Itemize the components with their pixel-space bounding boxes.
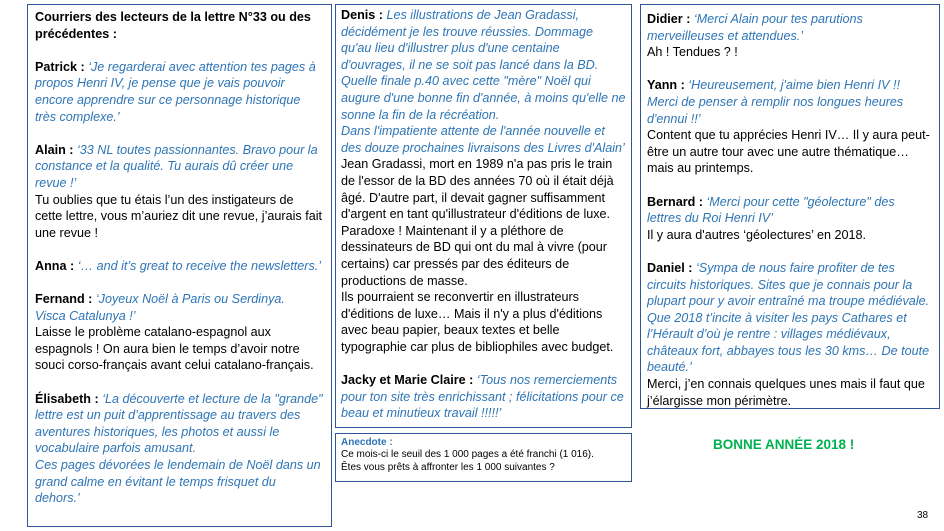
author-reply: Laisse le problème catalano-espagnol aux espagnols ! On aura bien le temps d’avoir notre souci corso-français avant celui catalano-français. (35, 325, 314, 373)
author-reply: Tu oublies que tu étais l’un des instigateurs de cette lettre, vous m’auriez dit une revue, j’aurais fait une revue ! (35, 192, 322, 240)
author-name: Denis : (341, 8, 383, 22)
anecdote-line: Ce mois-ci le seuil des 1 000 pages a été franchi (1 016). (341, 449, 594, 460)
author-name: Bernard : (647, 194, 703, 209)
letter-fernand (35, 291, 324, 308)
reader-quote: Visca Catalunya !’ (35, 308, 136, 323)
author-reply: Content que tu apprécies Henri IV… Il y aura peut-être un autre tour avec une autre thématique… mais au printemps. (647, 128, 930, 176)
author-reply: Il y aura d'autres ‘géolectures’ en 2018. (647, 227, 866, 242)
author-name: Jacky et Marie Claire : (341, 373, 474, 388)
reader-quote: ‘Tous nos remerciements pour ton site très enrichissant ; félicitations pour ce beau et minutieux travail !!!!!’ (341, 373, 624, 421)
reader-quote: ‘Merci Alain pour tes parutions merveilleuses et attendues.’ (647, 12, 863, 43)
author-name: Élisabeth : (35, 391, 99, 406)
letters-column-2 (335, 4, 632, 428)
letter-bernard (647, 194, 932, 227)
author-name: Yann : (647, 78, 685, 93)
new-year-greeting: BONNE ANNÉE 2018 ! (713, 437, 855, 452)
reader-quote: ‘33 NL toutes passionnantes. Bravo pour la constance et la qualité. Tu aurais dû créer une revue !’ (35, 142, 318, 190)
reader-quote: Les illustrations de Jean Gradassi, décidément je les trouve réussies. Dommage qu'au lieu d'illustrer plus d'une centaine d'ouvrages, il ne se soit pas lancé dans la BD. (341, 8, 599, 72)
anecdote-title: Anecdote : (341, 437, 393, 448)
author-name: Fernand : (35, 292, 93, 307)
page-number: 38 (917, 510, 929, 521)
reader-quote: Quelle finale p.40 avec cette "mère" Noël qui augure d'une bonne fin d'année, à moins qu'elle ne sonne la fin de la récréation. (341, 74, 626, 122)
author-name: Daniel : (647, 260, 693, 275)
author-reply: Ah ! Tendues ? ! (647, 45, 738, 60)
anecdote-box (335, 433, 632, 482)
letter-patrick (35, 59, 324, 125)
author-name: Anna : (35, 258, 75, 273)
author-name: Alain : (35, 142, 74, 157)
letter-alain (35, 142, 324, 192)
author-name: Patrick : (35, 59, 85, 74)
author-name: Didier : (647, 12, 691, 26)
letter-didier (647, 11, 932, 44)
reader-quote: ‘… and it’s great to receive the newsletters.’ (77, 258, 322, 273)
letter-denis (341, 7, 626, 73)
letter-anna (35, 258, 324, 275)
reader-quote: ‘Je regarderai avec attention tes pages à propos Henri IV, je pense que je vais pouvoir encore apprendre sur ce personnage historique très complexe.’ (35, 59, 316, 124)
letter-jacky-marie-claire (341, 372, 626, 422)
section-title: Courriers des lecteurs de la lettre N°33 ou des précédentes : (35, 10, 311, 41)
letters-column-1 (27, 4, 332, 527)
letter-yann (647, 77, 932, 127)
reader-quote: ‘Sympa de nous faire profiter de tes circuits historiques. Sites que je connais pour la plupart pour y avoir entraîné ma troupe médiévale. Que 2018 t’incite à visiter les pays Cathares et l’Hérault d’où je rentre : villages médiévaux, châteaux fort, abbayes tous les 30 kms… De toute beauté.’ (647, 260, 930, 375)
reader-quote: ‘Heureusement, j'aime bien Henri IV !! Merci de penser à remplir nos longues heures d'ennui !!’ (647, 78, 904, 126)
author-reply: Jean Gradassi, mort en 1989 n'a pas pris le train de l'essor de la BD des années 70 où il était déjà âgé. D'autre part, il devait gagner suffisamment d'argent en tant qu'illustrateur d'éditions de luxe. Paradoxe ! Maintenant il y a pléthore de dessinateurs de BD qui ont du mal à vivre (pour certains) car pressés par des éditeurs de productions de masse. (341, 157, 614, 288)
letter-elisabeth (35, 391, 324, 457)
letters-column-3 (640, 4, 940, 409)
author-reply: Ils pourraient se reconvertir en illustrateurs d'éditions de luxe… Mais il n'y a plus d'éditions avec beau papier, beaux textes et belle typographie car plus de bibliophiles avec budget. (341, 290, 614, 354)
letter-daniel (647, 260, 932, 376)
reader-quote: Dans l'impatiente attente de l'année nouvelle et des douze prochaines livraisons des Livres d'Alain’ (341, 124, 625, 155)
reader-quote: ‘La découverte et lecture de la "grande" lettre est un puit d’apprentissage au travers des aventures historiques, les photos et aussi le vocabulaire parfois amusant. (35, 391, 323, 456)
reader-quote: Ces pages dévorées le lendemain de Noël dans un grand calme en évitant le temps frisquet du dehors.’ (35, 458, 321, 506)
anecdote-line: Êtes vous prêts à affronter les 1 000 suivantes ? (341, 461, 555, 473)
author-reply: Merci, j’en connais quelques unes mais il faut que j’élargisse mon périmètre. (647, 377, 925, 408)
reader-quote: ‘Joyeux Noël à Paris ou Serdinya. (95, 292, 285, 307)
reader-quote: ‘Merci pour cette "géolecture" des lettres du Roi Henri IV’ (647, 194, 895, 226)
